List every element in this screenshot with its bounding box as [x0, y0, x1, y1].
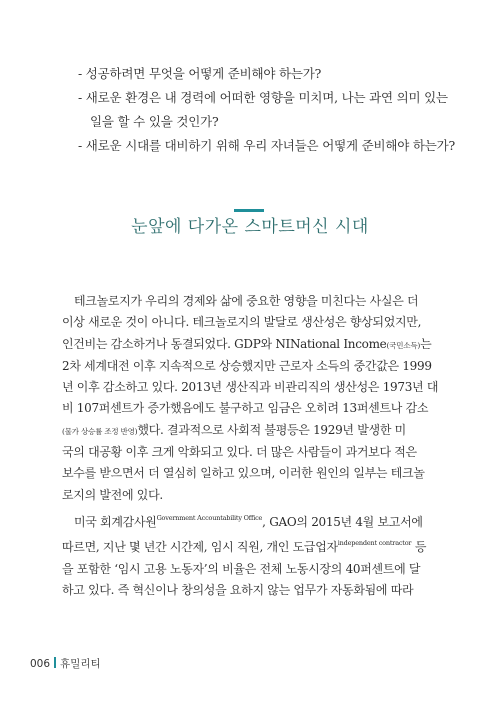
paragraph-line — [62, 420, 425, 442]
paragraph-line: 이상 새로운 것이 아니다. 테크놀로지의 발달로 생산성은 향상되었지만, — [62, 315, 422, 330]
list-item: - 성공하려면 무엇을 어떻게 준비해야 하는가? — [78, 66, 322, 81]
paragraph-line — [62, 334, 432, 356]
paragraph-line: 비 107퍼센트가 증가했음에도 불구하고 임금은 오히려 13퍼센트나 감소 — [62, 401, 429, 416]
text-run: 했다. 결과적으로 사회적 불평등은 1929년 발생한 미 — [137, 422, 406, 437]
body-text — [62, 291, 439, 601]
paragraph-line: 로지의 발전에 있다. — [62, 487, 163, 502]
section-title: 눈앞에 다가온 스마트머신 시대 — [131, 217, 369, 237]
paragraph-line: 보수를 받으면서 더 열심히 일하고 있으며, 이러한 원인의 일부는 테크놀 — [62, 466, 425, 481]
page-number: 006 — [30, 658, 51, 670]
paragraph-line: 년 이후 감소하고 있다. 2013년 생산직과 비관리직의 생산성은 1973년 대 — [62, 380, 439, 395]
annotation-text: (국민소득) — [386, 340, 421, 350]
superscript-note: Government Accountability Office — [156, 513, 263, 522]
text-run: , GAO의 2015년 4월 보고서에 — [262, 514, 423, 529]
paragraph-line: 국의 대공황 이후 크게 악화되고 있다. 더 많은 사람들이 과거보다 적은 — [62, 445, 417, 460]
footer-divider — [54, 657, 56, 668]
text-run: 는 — [420, 336, 432, 351]
paragraph-line: 하고 있다. 즉 혁신이나 창의성을 요하지 않는 업무가 자동화됨에 따라 — [62, 582, 414, 597]
page-footer — [30, 656, 101, 671]
list-item: - 새로운 시대를 대비하기 위해 우리 자녀들은 어떻게 준비해야 하는가? — [78, 138, 455, 153]
paragraph-line: 2차 세계대전 이후 지속적으로 상승했지만 근로자 소득의 중간값은 1999 — [62, 358, 432, 373]
paragraph-line — [62, 508, 425, 533]
paragraph-line: 테크놀로지가 우리의 경제와 삶에 중요한 영향을 미친다는 사실은 더 — [74, 294, 419, 308]
annotation-text: (물가 상승률 조정 반영) — [62, 426, 138, 436]
question-list — [78, 62, 455, 158]
paragraph-line: 을 포함한 ‘임시 고용 노동자’의 비율은 전체 노동시장의 40퍼센트에 달 — [62, 561, 421, 576]
list-item-continuation: 일을 할 수 있을 것인가? — [90, 114, 219, 129]
text-run: 미국 회계감사원 — [74, 514, 157, 529]
paragraph-line — [62, 533, 425, 558]
text-run: 따르면, 지난 몇 년간 시간제, 임시 직원, 개인 도급업자 — [62, 540, 338, 555]
text-run: 인건비는 감소하거나 동결되었다. GDP와 NINational Income — [62, 336, 387, 351]
superscript-note: independent contractor — [337, 539, 412, 548]
text-run: 등 — [411, 540, 427, 555]
book-title: 휴밀리티 — [60, 658, 101, 670]
list-item: - 새로운 환경은 내 경력에 어떠한 영향을 미치며, 나는 과연 의미 있는 — [78, 90, 448, 105]
